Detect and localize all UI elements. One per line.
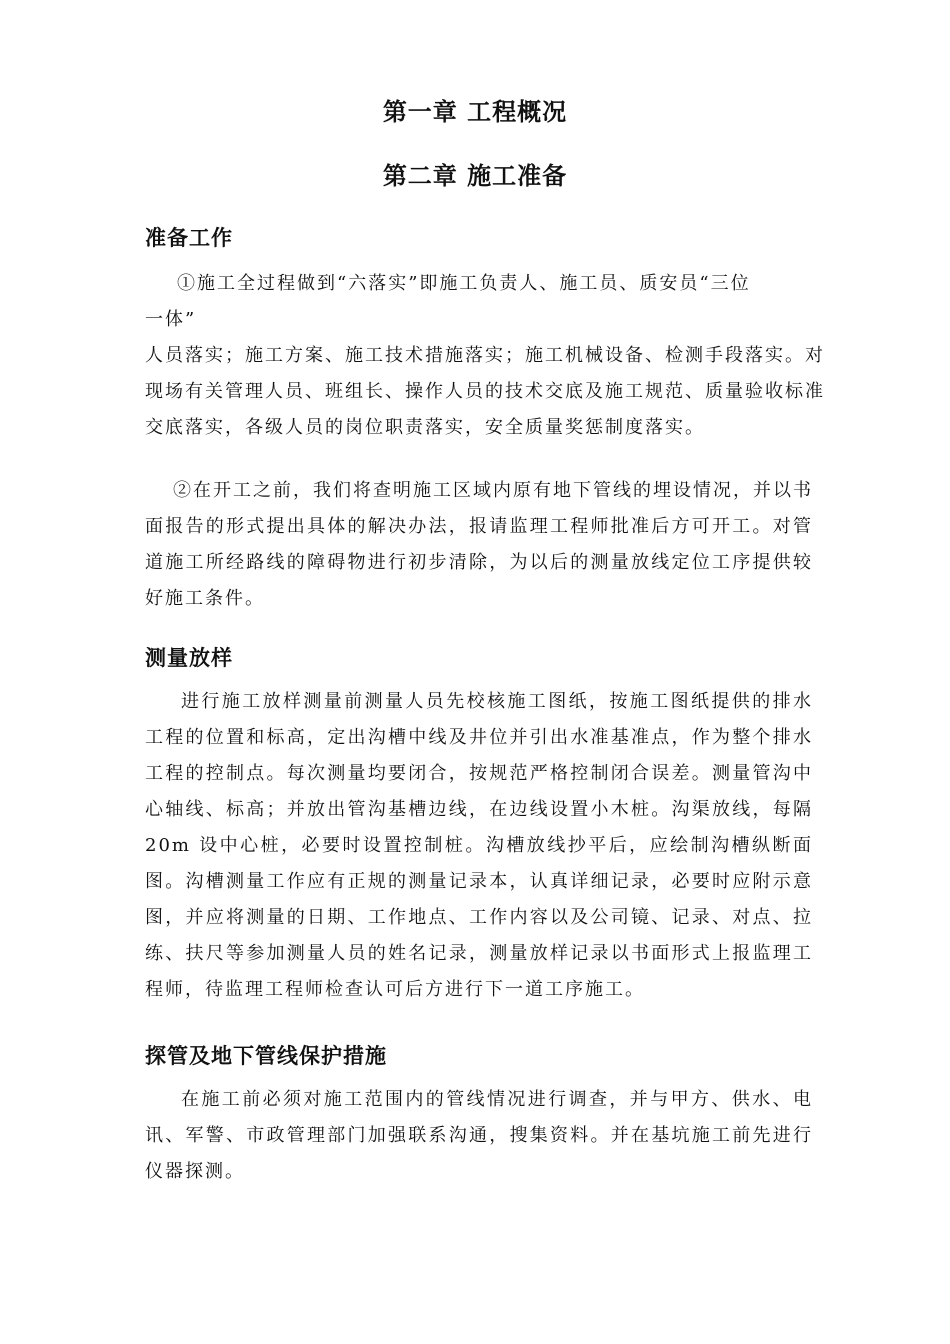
section-heading-preparation: 准备工作 <box>145 226 233 250</box>
section-heading-pipeline-protection: 探管及地下管线保护措施 <box>145 1044 387 1068</box>
surveying-paragraph: 进行施工放样测量前测量人员先校核施工图纸，按施工图纸提供的排水工程的位置和标高，定出沟槽中线及井位并引出水准基准点，作为整个排水工程的控制点。每次测量均要闭合，按规范严格控制闭合误差。测量管沟中心轴线、标高；并放出管沟基槽边线，在边线设置小木桩。沟渠放线，每隔 20m 设中心桩，必要时设置控制桩。沟槽放线抄平后，应绘制沟槽纵断面图。沟槽测量工作应有正规的测量记录本，认真详细记录，必要时应附示意图，并应将测量的日期、工作地点、工作内容以及公司镜、记录、对点、拉练、扶尺等参加测量人员的姓名记录，测量放样记录以书面形式上报监理工程师，待监理工程师检查认可后方进行下一道工序施工。 <box>145 691 813 1000</box>
section-heading-surveying: 测量放样 <box>145 646 233 670</box>
preparation-paragraph-1-line-1: ①施工全过程做到“六落实”即施工负责人、施工员、质安员“三位 <box>177 273 751 294</box>
preparation-paragraph-1-lead <box>145 266 810 338</box>
chapter-2-title: 第二章 施工准备 <box>382 162 568 190</box>
chapter-1-title: 第一章 工程概况 <box>382 98 568 126</box>
preparation-paragraph-2: ②在开工之前，我们将查明施工区域内原有地下管线的埋设情况，并以书面报告的形式提出具体的解决办法，报请监理工程师批准后方可开工。对管道施工所经路线的障碍物进行初步清除，为以后的测量放线定位工序提供较好施工条件。 <box>145 480 813 609</box>
preparation-paragraph-1-body: 人员落实；施工方案、施工技术措施落实；施工机械设备、检测手段落实。对现场有关管理人员、班组长、操作人员的技术交底及施工规范、质量验收标准交底落实，各级人员的岗位职责落实，安全质量奖惩制度落实。 <box>145 345 825 438</box>
pipeline-protection-paragraph: 在施工前必须对施工范围内的管线情况进行调查，并与甲方、供水、电讯、军警、市政管理部门加强联系沟通，搜集资料。并在基坑施工前先进行仪器探测。 <box>145 1089 813 1182</box>
preparation-paragraph-1-line-2: 一体” <box>145 309 197 330</box>
